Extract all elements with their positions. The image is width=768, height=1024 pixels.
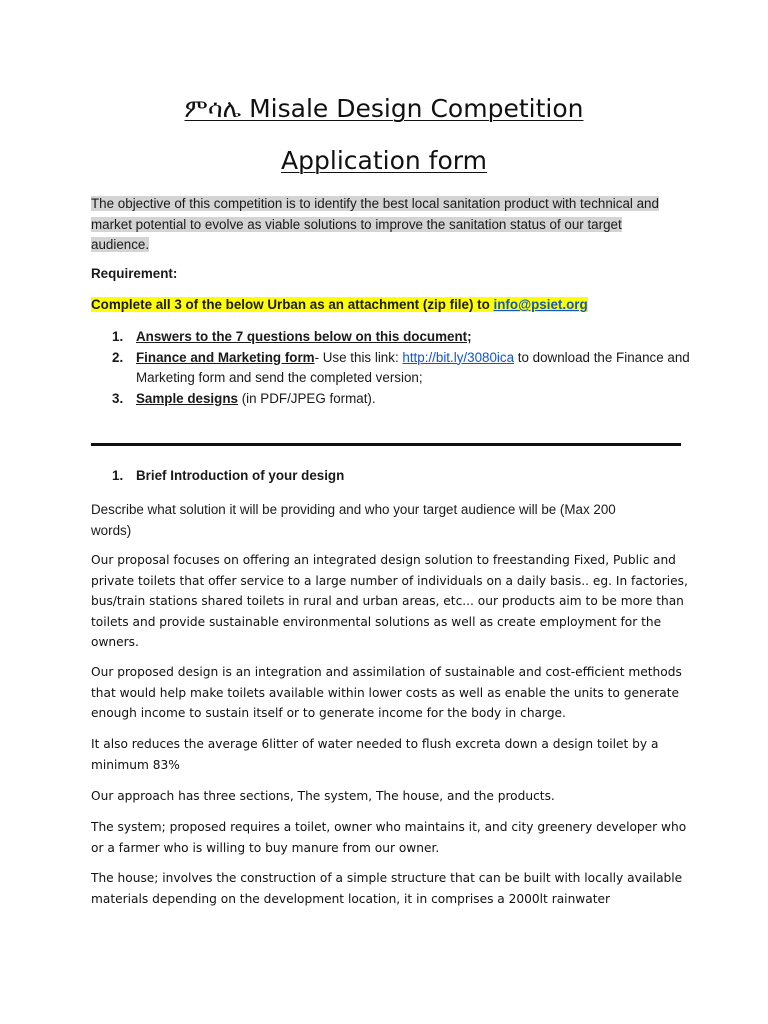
requirement-label-2: Finance and Marketing form: [136, 349, 315, 365]
requirement-label-1: Answers to the 7 questions below on this document;: [136, 329, 472, 344]
list-number: 1.: [112, 329, 124, 344]
answer-paragraph: The house; involves the construction of a simple structure that can be built with locally available materials depending on the development location, it in comprises a 2000lt rainwater: [91, 871, 683, 906]
page-title: ምሳሌ Misale Design Competition: [184, 94, 584, 123]
page-subtitle: Application form: [281, 146, 487, 175]
answer-paragraph: Our proposed design is an integration and assimilation of sustainable and cost-efficient methods that would help make toilets available within lower costs as well as enable the units to generate enough income to sustain itself or to generate income for the body in charge.: [91, 665, 682, 721]
requirement-item: [91, 348, 691, 389]
requirement-text: - Use this link:: [314, 349, 403, 365]
requirement-text: to download the Finance and Marketing form and send the completed version;: [136, 349, 690, 385]
answer-paragraph: The system; proposed requires a toilet, owner who maintains it, and city greenery developer who or a farmer who is willing to buy manure from our owner.: [91, 820, 687, 855]
requirement-text: (in PDF/JPEG format).: [237, 390, 376, 406]
answer-paragraph: Our proposal focuses on offering an integrated design solution to freestanding Fixed, Public and private toilets that offer service to a large number of individuals on a daily basis.. eg. In factories, bus/train stations shared toilets in rural and urban areas, etc... our products aim to be more than toilets and provide sustainable environmental solutions as well as create employment for the owners.: [91, 553, 688, 650]
section-prompt: Describe what solution it will be providing and who your target audience will be (Max 200 words): [91, 502, 616, 538]
email-link[interactable]: info@psiet.org: [493, 297, 588, 312]
section-number: 1.: [112, 468, 124, 483]
requirement-label: Requirement:: [91, 266, 178, 281]
instruction-line: [91, 297, 588, 312]
answer-paragraph: Our approach has three sections, The system, The house, and the products.: [91, 789, 555, 803]
requirement-item: [91, 389, 691, 410]
intro-paragraph: [91, 194, 681, 256]
requirements-list: [91, 327, 691, 409]
instruction-text: Complete all 3 of the below Urban as an attachment (zip file) to: [91, 297, 494, 312]
section-title: Brief Introduction of your design: [136, 468, 345, 483]
requirement-item: [91, 327, 691, 348]
section-divider: [91, 443, 681, 446]
list-number: 2.: [112, 349, 124, 365]
answer-paragraph: It also reduces the average 6litter of water needed to flush excreta down a design toilet by a minimum 83%: [91, 737, 659, 772]
intro-text: The objective of this competition is to identify the best local sanitation product with technical and market potential to evolve as viable solutions to improve the sanitation status of our target audience.: [91, 196, 659, 252]
list-number: 3.: [112, 390, 124, 406]
requirement-label-3: Sample designs: [136, 390, 238, 406]
finance-form-link[interactable]: http://bit.ly/3080ica: [402, 349, 515, 365]
